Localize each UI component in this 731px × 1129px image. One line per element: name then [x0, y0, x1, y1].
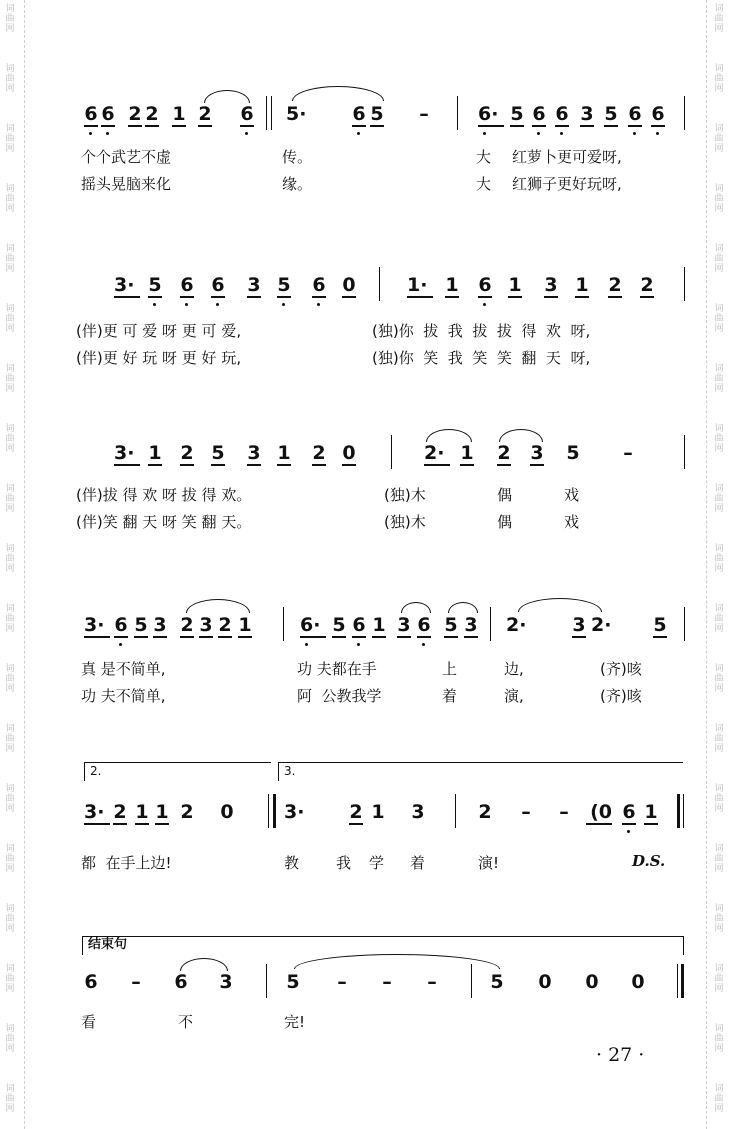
lyric: (齐)咳: [600, 660, 642, 678]
watermark-text: 词 曲 网: [714, 724, 724, 754]
watermark-text: 词 曲 网: [714, 904, 724, 934]
note: 6: [312, 274, 326, 296]
lyric: 大: [476, 148, 492, 166]
note: 6: [240, 103, 254, 125]
note: 6: [532, 103, 546, 125]
note: 1: [238, 614, 252, 636]
note: 2: [180, 614, 194, 636]
note: 3: [580, 103, 594, 125]
note: 2·: [591, 614, 612, 636]
note: 6·: [300, 613, 326, 637]
note: 1: [371, 801, 385, 823]
note: 6: [651, 103, 665, 125]
lyric: 上: [442, 660, 458, 678]
note: 2: [497, 442, 511, 464]
slur: [448, 602, 478, 613]
dal-segno-marking: D.S.: [632, 852, 666, 870]
slur: [186, 599, 250, 613]
note: 3: [247, 274, 261, 296]
lyric-line-6: [0, 1011, 731, 1033]
note: 1: [445, 274, 459, 296]
barline: [684, 435, 685, 469]
barline: [677, 794, 680, 828]
lyric: 缘。: [282, 175, 313, 193]
watermark-text: 词 曲 网: [5, 184, 15, 214]
note: 6: [628, 103, 642, 125]
barline: [268, 794, 269, 828]
slur: [401, 602, 431, 613]
note: 3: [530, 442, 544, 464]
note: 3: [572, 614, 586, 636]
lyric: 功 夫都在手: [297, 660, 377, 678]
slur: [499, 429, 543, 442]
barline: [455, 794, 456, 828]
watermark-text: 词 曲 网: [5, 1084, 15, 1114]
barline: [379, 267, 380, 301]
volta-3-label: 3.: [284, 764, 296, 778]
lyric: 戏: [564, 513, 580, 531]
dash: –: [337, 971, 347, 993]
note: 5: [286, 971, 300, 993]
dash: –: [382, 971, 392, 993]
note: 6: [84, 971, 98, 993]
note: 5: [134, 614, 148, 636]
note: 3: [464, 614, 478, 636]
lyric: 学: [369, 854, 385, 872]
watermark-text: 词 曲 网: [714, 364, 724, 394]
note: 0: [585, 971, 599, 993]
lyric-line-1a: [0, 146, 731, 168]
note: 2: [180, 442, 194, 464]
volta-bracket-2: [84, 762, 271, 781]
lyric: 摇头晃脑来化: [81, 175, 172, 193]
lyric-line-2a: [0, 320, 731, 342]
ending-phrase-label: 结束句: [88, 937, 128, 952]
watermark-text: 词 曲 网: [5, 964, 15, 994]
watermark-text: 词 曲 网: [714, 1024, 724, 1054]
volta-bracket-3: [278, 762, 683, 781]
slur: [180, 958, 228, 971]
lyric: 教: [284, 854, 300, 872]
watermark-text: 词 曲 网: [5, 844, 15, 874]
lyric: 边,: [504, 660, 524, 678]
slur: [292, 86, 384, 101]
lyric: (齐)咳: [600, 687, 642, 705]
watermark-text: 词 曲 网: [5, 304, 15, 334]
lyric: 红萝卜更可爱呀,: [512, 148, 622, 166]
watermark-text: 词 曲 网: [5, 424, 15, 454]
note: 6·: [478, 102, 504, 126]
note: 3·: [84, 613, 110, 637]
note: 2: [180, 801, 194, 823]
note: 6: [417, 614, 431, 636]
lyric: 功 夫不简单,: [81, 687, 166, 705]
watermark-text: 词 曲 网: [714, 244, 724, 274]
dash: –: [419, 103, 429, 125]
dash: –: [427, 971, 437, 993]
watermark-text: 词 曲 网: [5, 484, 15, 514]
note: 5: [510, 103, 524, 125]
note: 1: [372, 614, 386, 636]
watermark-text: 词 曲 网: [5, 784, 15, 814]
lyric: (伴)更 好 玩 呀 更 好 玩,: [76, 349, 242, 367]
watermark-text: 词 曲 网: [714, 304, 724, 334]
watermark-text: 词 曲 网: [714, 484, 724, 514]
watermark-text: 词 曲 网: [714, 124, 724, 154]
note: 6: [555, 103, 569, 125]
dash: –: [131, 971, 141, 993]
barline: [471, 964, 472, 998]
note: 5: [370, 103, 384, 125]
lyric: (独)你 拔 我 拔 拔 得 欢 呀,: [372, 322, 591, 340]
note: 6: [352, 614, 366, 636]
note: 3: [247, 442, 261, 464]
note: 6: [622, 801, 636, 823]
note: 5: [444, 614, 458, 636]
lyric: 真 是不简单,: [81, 660, 166, 678]
lyric: 偶: [497, 513, 513, 531]
note: 6: [352, 103, 366, 125]
barline: [266, 96, 267, 130]
lyric: 着: [442, 687, 458, 705]
barline: [271, 96, 272, 130]
watermark-text: 词 曲 网: [714, 784, 724, 814]
lyric: 看: [81, 1013, 97, 1031]
note: 5: [211, 442, 225, 464]
dash: –: [623, 442, 633, 464]
watermark-text: 词 曲 网: [5, 124, 15, 154]
barline: [283, 607, 284, 641]
note: 5: [148, 274, 162, 296]
note: 0: [342, 442, 356, 464]
lyric: (伴)笑 翻 天 呀 笑 翻 天。: [76, 513, 252, 531]
note: 1: [575, 274, 589, 296]
lyric: (独)你 笑 我 笑 笑 翻 天 呀,: [372, 349, 591, 367]
note: 3: [411, 801, 425, 823]
slur: [518, 598, 602, 612]
lyric: 戏: [564, 486, 580, 504]
note: 3·: [114, 441, 140, 465]
note: 1: [644, 801, 658, 823]
barline: [273, 794, 276, 828]
note: 2: [349, 801, 363, 823]
watermark-text: 词 曲 网: [714, 64, 724, 94]
note: (0: [586, 800, 612, 824]
watermark-text: 词 曲 网: [714, 664, 724, 694]
watermark-text: 词 曲 网: [714, 544, 724, 574]
watermark-text: 词 曲 网: [5, 724, 15, 754]
notation-row-1: [0, 102, 731, 128]
watermark-text: 词 曲 网: [714, 424, 724, 454]
note: 6: [101, 103, 115, 125]
note: 6: [84, 103, 98, 125]
barline: [683, 794, 684, 828]
note: 5: [604, 103, 618, 125]
note: 5·: [286, 103, 307, 125]
notation-row-2: [0, 273, 731, 299]
lyric: 偶: [497, 486, 513, 504]
watermark-text: 词 曲 网: [5, 364, 15, 394]
watermark-text: 词 曲 网: [5, 64, 15, 94]
note: 3·: [84, 800, 110, 824]
note: 6: [211, 274, 225, 296]
ending-phrase-bracket: [82, 936, 684, 955]
watermark-text: 词 曲 网: [714, 184, 724, 214]
note: 2: [198, 103, 212, 125]
lyric-line-5: [0, 852, 731, 874]
watermark-text: 词 曲 网: [714, 964, 724, 994]
note: 3: [397, 614, 411, 636]
watermark-strip-left: [0, 0, 25, 1129]
barline: [677, 964, 678, 998]
barline: [457, 96, 458, 130]
lyric: (伴)拔 得 欢 呀 拔 得 欢。: [76, 486, 252, 504]
lyric: 大: [476, 175, 492, 193]
note: 1·: [407, 273, 433, 297]
lyric: 个个武艺不虚: [81, 148, 172, 166]
slur: [426, 429, 472, 442]
barline: [490, 607, 491, 641]
barline: [266, 964, 267, 998]
note: 2: [608, 274, 622, 296]
note: 2: [145, 103, 159, 125]
watermark-text: 词 曲 网: [714, 844, 724, 874]
note: 5: [490, 971, 504, 993]
barline: [681, 964, 684, 998]
note: 0: [538, 971, 552, 993]
notation-row-6: [0, 970, 731, 996]
page-number: · 27 ·: [596, 1044, 645, 1066]
watermark-text: 词 曲 网: [5, 1024, 15, 1054]
note: 6: [180, 274, 194, 296]
note: 3: [219, 971, 233, 993]
note: 3·: [114, 273, 140, 297]
lyric-line-2b: [0, 347, 731, 369]
note: 3·: [284, 801, 305, 823]
lyric-line-1b: [0, 173, 731, 195]
notation-row-4: [0, 613, 731, 639]
lyric-line-3b: [0, 511, 731, 533]
note: 2: [312, 442, 326, 464]
lyric: 不: [178, 1013, 194, 1031]
barline: [684, 607, 685, 641]
notation-row-3: [0, 441, 731, 467]
note: 5: [277, 274, 291, 296]
note: 1: [155, 801, 169, 823]
note: 6: [478, 274, 492, 296]
watermark-text: 词 曲 网: [5, 244, 15, 274]
lyric-line-4a: [0, 658, 731, 680]
note: 6: [114, 614, 128, 636]
dash: –: [521, 801, 531, 823]
note: 2: [113, 801, 127, 823]
lyric: 完!: [284, 1013, 306, 1031]
note: 0: [220, 801, 234, 823]
lyric-line-3a: [0, 484, 731, 506]
note: 1: [460, 442, 474, 464]
lyric: 都 在手上边!: [81, 854, 172, 872]
note: 1: [135, 801, 149, 823]
lyric: 着: [410, 854, 426, 872]
note: 3: [153, 614, 167, 636]
note: 3: [544, 274, 558, 296]
lyric: 演,: [504, 687, 524, 705]
dash: –: [559, 801, 569, 823]
watermark-text: 词 曲 网: [5, 4, 15, 34]
lyric: 我: [336, 854, 352, 872]
note: 2: [218, 614, 232, 636]
watermark-text: 词 曲 网: [5, 604, 15, 634]
lyric: 传。: [282, 148, 313, 166]
watermark-text: 词 曲 网: [5, 664, 15, 694]
note: 1: [508, 274, 522, 296]
lyric: (独)木: [384, 513, 426, 531]
notation-row-5: [0, 800, 731, 826]
note: 1: [148, 442, 162, 464]
lyric: 阿 公教我学: [297, 687, 382, 705]
watermark-text: 词 曲 网: [714, 604, 724, 634]
note: 3: [199, 614, 213, 636]
watermark-text: 词 曲 网: [5, 904, 15, 934]
barline: [684, 267, 685, 301]
watermark-text: 词 曲 网: [714, 4, 724, 34]
note: 2·: [424, 441, 450, 465]
slur: [294, 954, 500, 969]
note: 5: [653, 614, 667, 636]
watermark-text: 词 曲 网: [714, 1084, 724, 1114]
lyric: (伴)更 可 爱 呀 更 可 爱,: [76, 322, 242, 340]
watermark-text: 词 曲 网: [5, 544, 15, 574]
watermark-strip-right: [706, 0, 731, 1129]
note: 5: [566, 442, 580, 464]
note: 2: [640, 274, 654, 296]
lyric: (独)木: [384, 486, 426, 504]
volta-2-label: 2.: [90, 764, 102, 778]
lyric: 演!: [478, 854, 500, 872]
barline: [684, 96, 685, 130]
note: 0: [342, 274, 356, 296]
note: 2·: [506, 614, 527, 636]
note: 5: [332, 614, 346, 636]
note: 2: [128, 103, 142, 125]
note: 6: [174, 971, 188, 993]
slur: [204, 90, 250, 103]
note: 0: [631, 971, 645, 993]
barline: [391, 435, 392, 469]
lyric: 红狮子更好玩呀,: [512, 175, 622, 193]
note: 1: [172, 103, 186, 125]
note: 2: [478, 801, 492, 823]
note: 1: [277, 442, 291, 464]
lyric-line-4b: [0, 685, 731, 707]
